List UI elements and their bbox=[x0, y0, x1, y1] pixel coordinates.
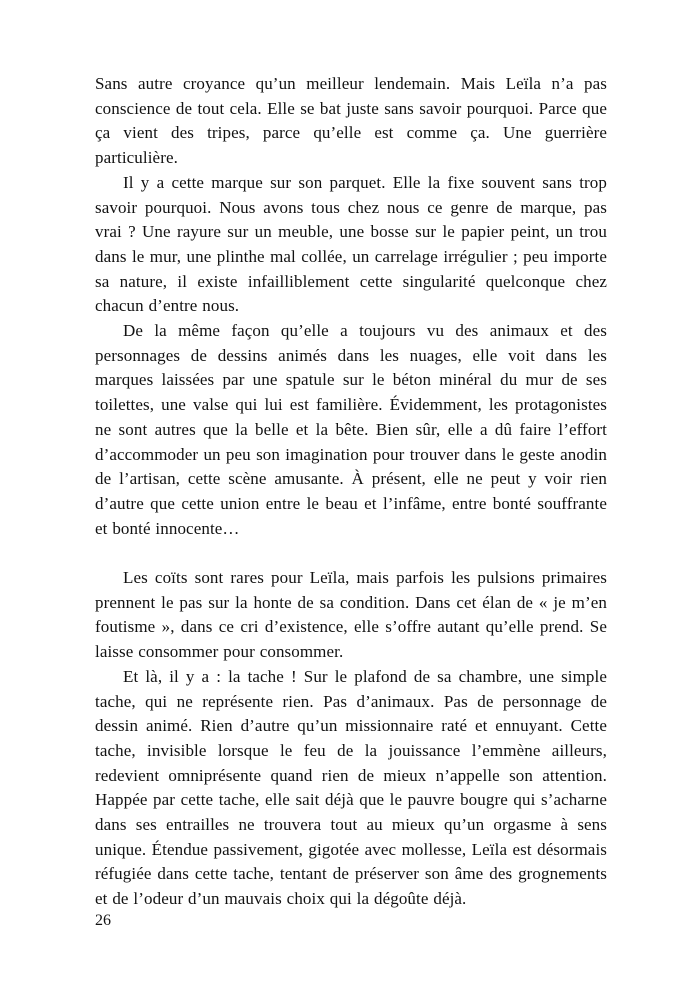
page-text-block bbox=[95, 72, 607, 912]
paragraph-3: De la même façon qu’elle a toujours vu des animaux et des personnages de dessins animés dans les nuages, elle voit dans les marques laissées par une spatule sur le béton minéral du mur de ses toilettes, une valse qui lui est familière. Évidemment, les protagonistes ne sont autres que la belle et la bête. Bien sûr, elle a dû faire l’effort d’accommoder un peu son imagination pour trouver dans le geste anodin de l’artisan, cette scène amusante. À présent, elle ne peut y voir rien d’autre que cette union entre le beau et l’infâme, entre bonté souffrante et bonté innocente… bbox=[95, 321, 607, 538]
paragraph-2: Il y a cette marque sur son parquet. Elle la fixe souvent sans trop savoir pourquoi. Nous avons tous chez nous ce genre de marque, pas vrai ? Une rayure sur un meuble, une bosse sur le papier peint, un trou dans le mur, une plinthe mal collée, un carrelage irrégulier ; peu importe sa nature, il existe infailliblement cette singularité quelconque chez chacun d’entre nous. bbox=[95, 172, 607, 316]
paragraph-1: Sans autre croyance qu’un meilleur lendemain. Mais Leïla n’a pas conscience de tout cela. Elle se bat juste sans savoir pourquoi. Parce que ça vient des tripes, parce qu’elle est comme ça. Une guerrière particulière. bbox=[95, 74, 607, 168]
page-number: 26 bbox=[95, 912, 111, 929]
paragraph-5: Et là, il y a : la tache ! Sur le plafond de sa chambre, une simple tache, qui ne représente rien. Pas d’animaux. Pas de personnage de dessin animé. Rien d’autre qu’un missionnaire raté et ennuyant. Cette tache, invisible lorsque le feu de la jouissance l’emmène ailleurs, redevient omniprésente quand rien de mieux n’appelle son attention. Happée par cette tache, elle sait déjà que le pauvre bougre qui s’acharne dans ses entrailles ne trouvera tout au mieux qu’un orgasme à sens unique. Étendue passivement, gigotée avec mollesse, Leïla est désormais réfugiée dans cette tache, tentant de préserver son âme des grognements et de l’odeur d’un mauvais choix qui la dégoûte déjà. bbox=[95, 666, 607, 909]
paragraph-4: Les coïts sont rares pour Leïla, mais parfois les pulsions primaires prennent le pas sur la honte de sa condition. Dans cet élan de « je m’en foutisme », dans ce cri d’existence, elle s’offre autant qu’elle prend. Se laisse consommer pour consommer. bbox=[95, 568, 607, 662]
